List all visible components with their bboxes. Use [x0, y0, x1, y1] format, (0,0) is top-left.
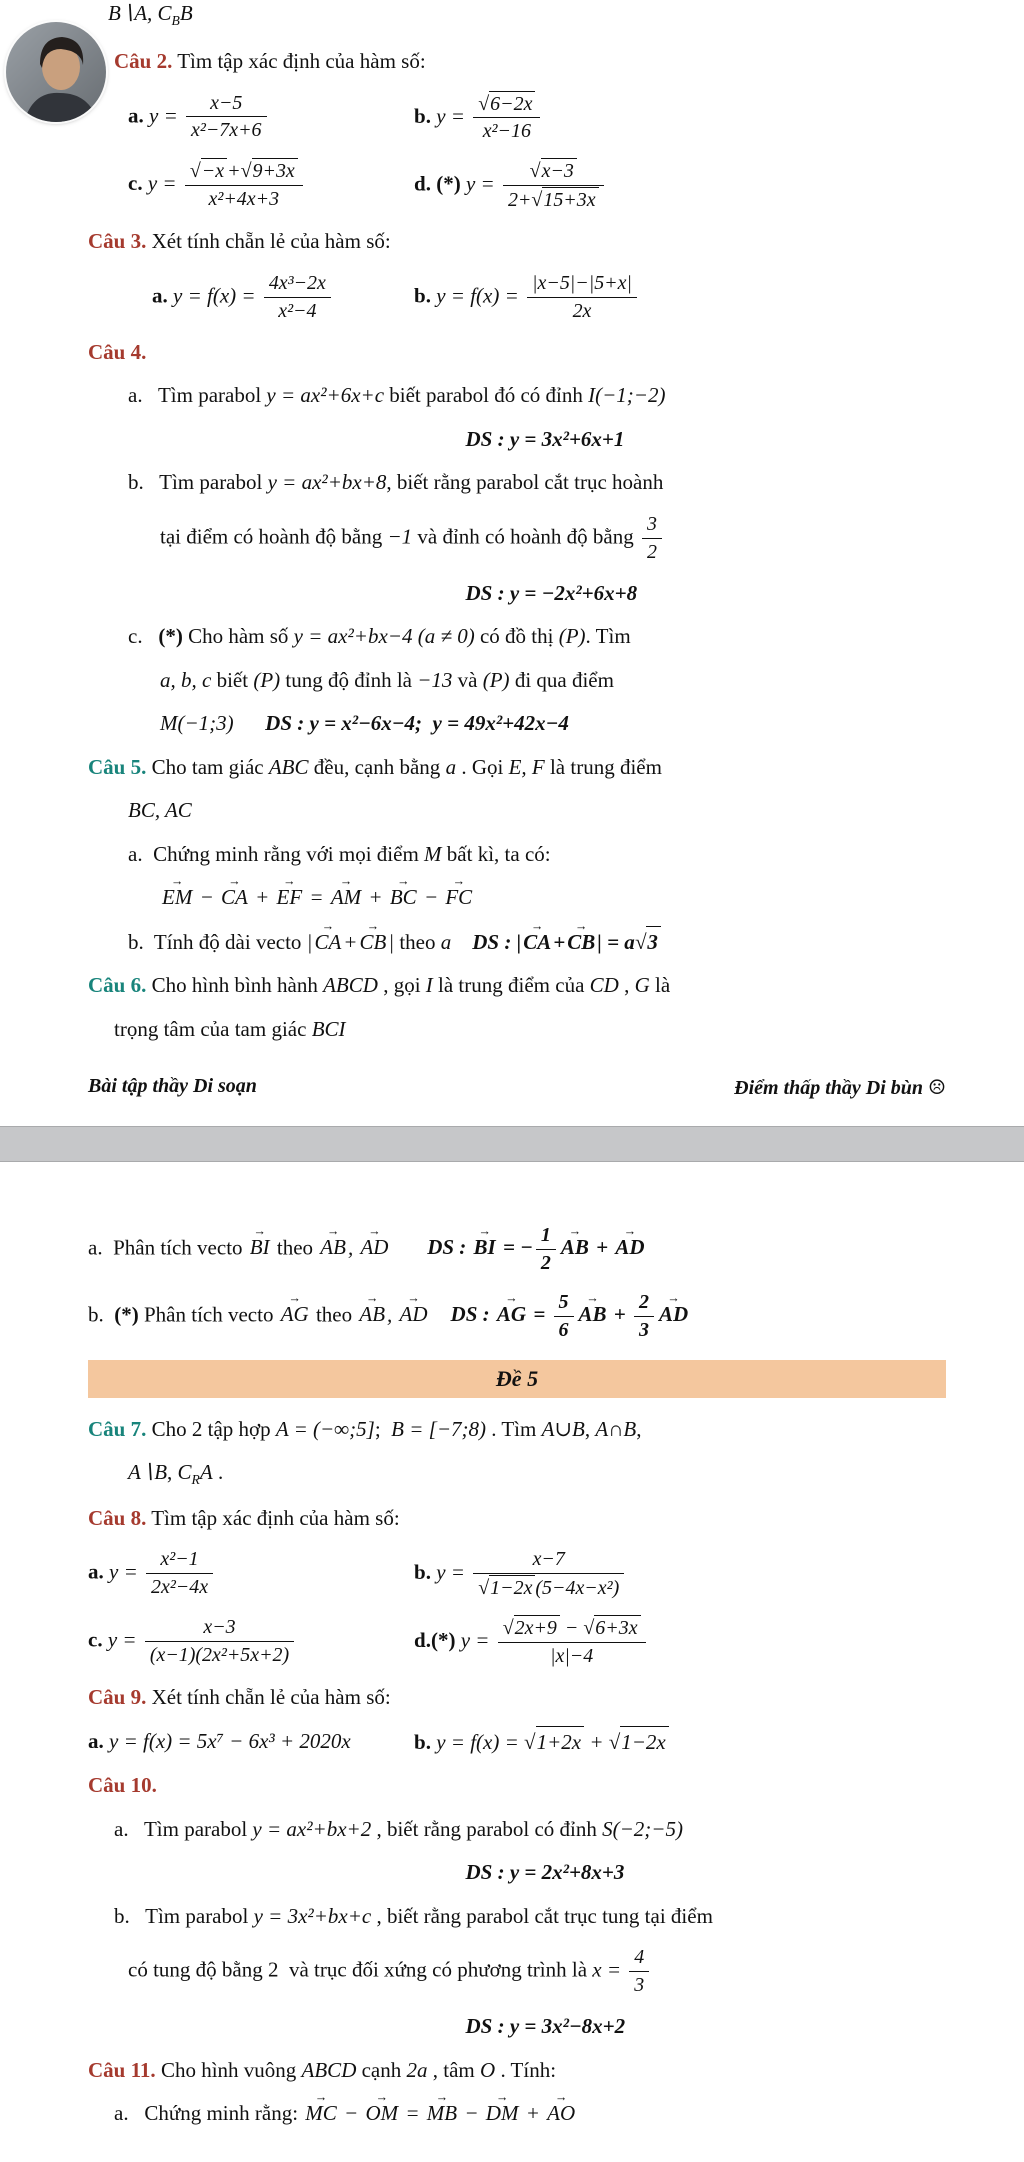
cau-6-item-a-ds: a. Phân tích vecto → BI theo → AB, → AD DS : → BI = − $\frac{1}{2}$ → AB + → AD [88, 1222, 946, 1277]
person-photo [6, 22, 106, 122]
cau-10-item-b: b. Tìm parabol y = 3x²+bx+c , biết rằng parabol cắt trục tung tại điểm [114, 1903, 713, 1928]
webcam-avatar[interactable] [6, 22, 106, 122]
cau-5-heading: Câu 5. Cho tam giác ABC đều, cạnh bằng a . Gọi E, F là trung điểm [88, 754, 662, 779]
document-content-2-top [88, 1222, 946, 1344]
cau-2-items-ab: a. y = $\frac{x-5}{\text{x²−7x+6}}$ b. y = $\frac{√6-2x}{\text{x²−16}}$ [88, 90, 946, 146]
cau-2-items-cd: c. y = $\frac{√-x +√9+3x}{\text{x²+4x+3}}$ d. (*) y = $\frac{√x-3}{2+√15+3x}$ [88, 157, 946, 214]
cau-5-vector-identity: → EM − → CA + → EF = → AM + → BC − → FC [88, 882, 946, 914]
document-content-2 [88, 1414, 946, 2130]
cau-3-items-ab: a. y = f(x) = $\frac{\text{4x³−2x}}{\text{x²−4}}$ b. y = f(x) = $\frac{|x-5|-|5+x|}{2x}$ [88, 270, 946, 325]
cau-9-items-ab: a. y = f(x) = 5x⁷ − 6x³ + 2020x b. y = f(x) = √1+2x + √1−2x [88, 1726, 946, 1759]
cau-11-item-a: a. Chứng minh rằng: → MC − → OM = → MB − → DM + → AO [88, 2098, 946, 2130]
cau-4-ds-b: DS : y = −2x²+6x+8 [465, 580, 638, 605]
cau-5-heading-2: BC, AC [128, 798, 192, 822]
cau-8-items-cd: c. y = $\frac{x-3}{\text{(x−1)(2x²+5x+2)}}$ d.(*) y = $\frac{√2x+9 - √6+3x}{|x|-4}$ [88, 1614, 946, 1670]
cau-4-item-c-3-ds: M(−1;3) DS : y = x²−6x−4; y = 49x²+42x−4 [160, 711, 569, 735]
cau-7-heading: Câu 7. Cho 2 tập hợp A = (−∞;5]; B = [−7;8) . Tìm A∪B, A∩B, [88, 1416, 642, 1441]
cau-7-line-2: A∖B, $C_RA$ . [128, 1460, 224, 1488]
footer-left-note: Bài tập thầy Di soạn [88, 1075, 257, 1097]
cau-4-heading: Câu 4. [88, 339, 147, 364]
cau-6-heading-2: trọng tâm của tam giác BCI [114, 1016, 346, 1041]
cau-8-items-ab: a. y = $\frac{\text{x²−1}}{\text{2x²−4x}}$ b. y = $\frac{x-7}{\text{√1−2x (5−4x−x²)}}$ [88, 1546, 946, 1602]
cau-10-ds-a: DS : y = 2x²+8x+3 [465, 1860, 625, 1885]
cau-4-item-c-2: a, b, c biết (P) tung độ đỉnh là −13 và (P) đi qua điểm [160, 667, 614, 692]
cau-3-heading: Câu 3. Xét tính chẵn lẻ của hàm số: [88, 229, 391, 254]
cau-11-heading: Câu 11. Cho hình vuông ABCD cạnh 2a , tâm O . Tính: [88, 2057, 557, 2082]
cau-4-item-c: c. (*) Cho hàm số y = ax²+bx−4 (a ≠ 0) có đồ thị (P). Tìm [128, 624, 631, 648]
footer-right-note: Điểm thấp thầy Di bùn ☹ [734, 1077, 946, 1099]
cau-4-ds-a: DS : y = 3x²+6x+1 [465, 426, 625, 451]
cau-8-heading: Câu 8. Tìm tập xác định của hàm số: [88, 1505, 400, 1530]
cau-5-item-a: a. Chứng minh rằng với mọi điểm M bất kì, ta có: [128, 841, 551, 866]
cau-10-item-b-2: có tung độ bằng 2 và trục đối xứng có phương trình là x = $\frac{4}{3}$ [88, 1944, 946, 1999]
cau-6-item-b-ds: b. (*) Phân tích vecto → AG theo → AB, → AD DS : → AG = $\frac{5}{6}$ → AB + $\frac{2}{3}$ → AD [88, 1289, 946, 1344]
document-content-1 [88, 1, 946, 1045]
worksheet-page-2 [0, 1162, 1024, 2152]
cau-2-heading: Câu 2. Tìm tập xác định của hàm số: [114, 49, 426, 73]
cau-10-ds-b: DS : y = 3x²−8x+2 [465, 2014, 626, 2039]
cau-9-heading: Câu 9. Xét tính chẵn lẻ của hàm số: [88, 1685, 391, 1710]
clipped-top-fragment: B∖A, $C_BB$ [108, 1, 193, 29]
page-separator [0, 1126, 1024, 1162]
cau-5-item-b-ds: b. Tính độ dài vecto |→ CA+→ CB| theo a DS : |→ CA+→ CB| = a√3 [88, 926, 946, 959]
cau-4-item-b-2: tại điểm có hoành độ bằng −1 và đỉnh có hoành độ bằng $\frac{3}{2}$ [88, 511, 946, 566]
cau-10-item-a: a. Tìm parabol y = ax²+bx+2 , biết rằng parabol có đỉnh S(−2;−5) [114, 1816, 683, 1841]
exam-banner: Đề 5 [88, 1360, 946, 1398]
cau-10-heading: Câu 10. [88, 1773, 157, 1798]
cau-6-heading: Câu 6. Cho hình bình hành ABCD , gọi I là trung điểm của CD , G là [88, 973, 671, 997]
page-footer [88, 1075, 946, 1100]
cau-4-item-a: a. Tìm parabol y = ax²+6x+c biết parabol đó có đỉnh I(−1;−2) [128, 383, 666, 408]
cau-4-item-b: b. Tìm parabol y = ax²+bx+8, biết rằng parabol cắt trục hoành [128, 470, 664, 495]
